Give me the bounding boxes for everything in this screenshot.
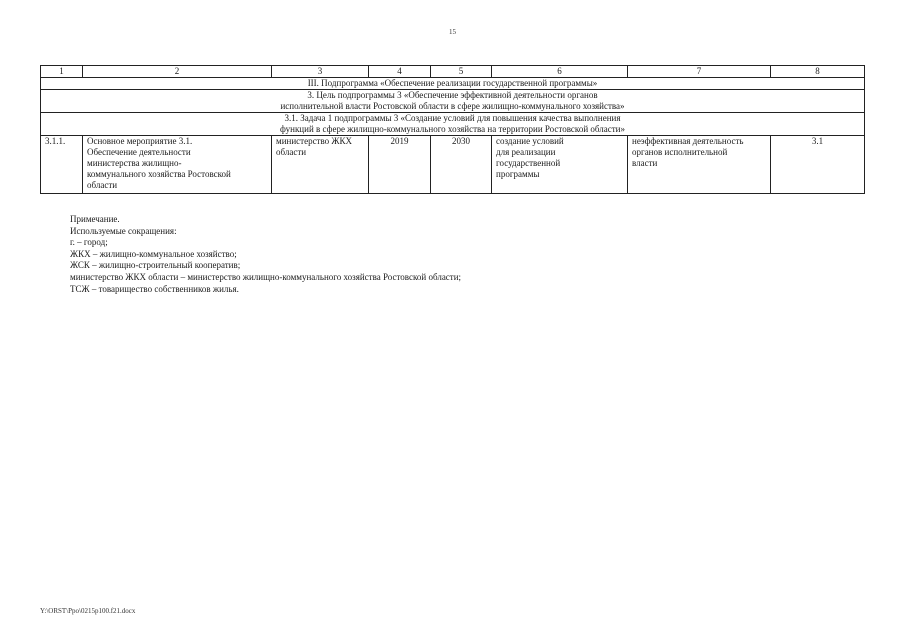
start-year: 2019	[369, 136, 431, 194]
indicator-cell: 3.1	[771, 136, 865, 194]
task-line: 3.1. Задача 1 подпрограммы 3 «Создание условий для повышения качества выполнения	[284, 113, 621, 123]
measures-table	[40, 65, 865, 194]
consequence-line: власти	[632, 158, 658, 168]
column-number: 7	[628, 66, 771, 78]
executor-cell	[272, 136, 369, 194]
task-cell	[41, 113, 865, 136]
footer-file-path: Y:\ORST\Ppo\0215p100.f21.docx	[40, 607, 136, 615]
result-line: создание условий	[496, 136, 564, 146]
executor-line: министерство ЖКХ	[276, 136, 352, 146]
abbreviations-title: Используемые сокращения:	[70, 225, 177, 236]
notes-block	[70, 214, 461, 295]
column-number: 3	[272, 66, 369, 78]
column-number: 5	[431, 66, 492, 78]
end-year: 2030	[431, 136, 492, 194]
measure-name-line: Обеспечение деятельности	[87, 147, 191, 157]
consequence-line: неэффективная деятельность	[632, 136, 744, 146]
column-number: 2	[83, 66, 272, 78]
notes-title: Примечание.	[70, 214, 120, 224]
measure-name-cell	[83, 136, 272, 194]
task-row	[41, 113, 865, 136]
abbreviation-item: г. – город;	[70, 237, 108, 248]
abbreviation-item: ТСЖ – товарищество собственников жилья.	[70, 283, 239, 294]
row-number: 3.1.1.	[41, 136, 83, 194]
goal-line: 3. Цель подпрограммы 3 «Обеспечение эффективной деятельности органов	[307, 90, 598, 100]
column-number: 6	[492, 66, 628, 78]
expected-result-cell	[492, 136, 628, 194]
measure-name-line: области	[87, 180, 118, 190]
page-number: 15	[449, 28, 456, 36]
goal-row	[41, 90, 865, 113]
subprogram-title: III. Подпрограмма «Обеспечение реализации государственной программы»	[41, 78, 865, 90]
measure-name-line: коммунального хозяйства Ростовской	[87, 169, 231, 179]
goal-line: исполнительной власти Ростовской области в сфере жилищно-коммунального хозяйства»	[280, 101, 625, 111]
table-row	[41, 136, 865, 194]
subprogram-row	[41, 78, 865, 90]
task-line: функций в сфере жилищно-коммунального хозяйства на территории Ростовской области»	[280, 124, 625, 134]
column-number: 1	[41, 66, 83, 78]
consequence-cell	[628, 136, 771, 194]
abbreviation-item: министерство ЖКХ области – министерство жилищно-коммунального хозяйства Ростовской области;	[70, 271, 462, 282]
result-line: государственной	[496, 158, 561, 168]
goal-cell	[41, 90, 865, 113]
consequence-line: органов исполнительной	[632, 147, 728, 157]
column-number: 8	[771, 66, 865, 78]
result-line: для реализации	[496, 147, 556, 157]
measure-name-line: министерства жилищно-	[87, 158, 182, 168]
measure-name-line: Основное мероприятие 3.1.	[87, 136, 193, 146]
abbreviation-item: ЖСК – жилищно-строительный кооператив;	[70, 260, 241, 271]
abbreviation-item: ЖКХ – жилищно-коммунальное хозяйство;	[70, 248, 237, 259]
column-number-row	[41, 66, 865, 78]
result-line: программы	[496, 169, 540, 179]
column-number: 4	[369, 66, 431, 78]
executor-line: области	[276, 147, 307, 157]
